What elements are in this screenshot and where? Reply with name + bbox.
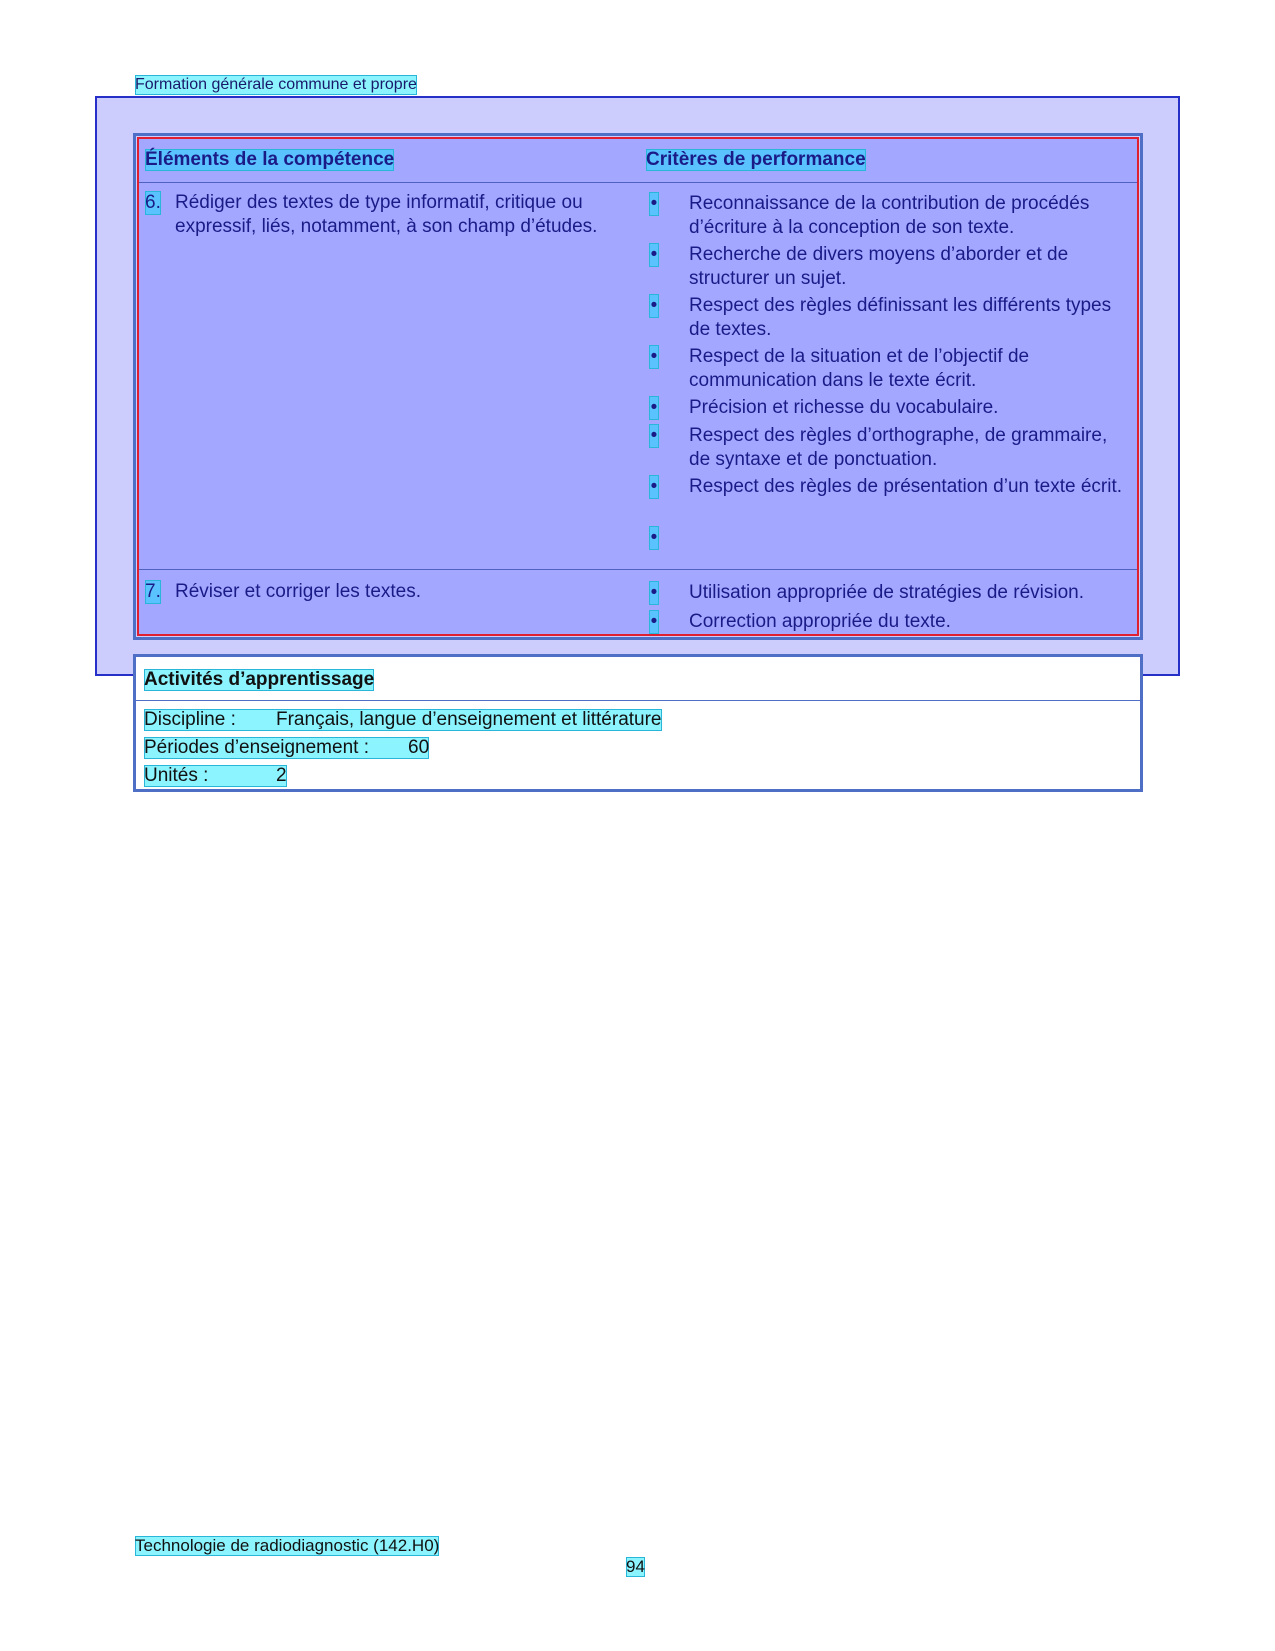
column-header-elements: Éléments de la compétence — [145, 149, 395, 170]
criterion-text: Utilisation appropriée de stratégies de révision. — [689, 582, 1084, 603]
bullet-icon: • — [650, 397, 658, 418]
criterion-text: Correction appropriée du texte. — [689, 611, 951, 632]
row-divider — [139, 569, 1137, 570]
bullet-icon: • — [650, 582, 658, 603]
criterion-text: Respect des règles d’orthographe, de grammaire, de syntaxe et de ponctuation. — [689, 425, 1108, 470]
bullet-icon: • — [650, 346, 658, 367]
criterion-text: Précision et richesse du vocabulaire. — [689, 397, 999, 418]
bullet-icon: • — [650, 527, 658, 548]
bullet-icon: • — [650, 244, 658, 265]
criterion-item — [649, 475, 1129, 499]
column-header-criteria: Critères de performance — [646, 149, 866, 170]
criterion-item — [649, 345, 1129, 393]
bullet-icon: • — [650, 611, 658, 632]
element-row-6 — [145, 191, 625, 239]
criterion-item — [649, 396, 1129, 420]
running-header: Formation générale commune et propre — [135, 76, 417, 93]
activities-box — [133, 654, 1143, 792]
discipline-label: Discipline : — [144, 709, 236, 730]
discipline-line — [144, 709, 662, 731]
criterion-text: Reconnaissance de la contribution de procédés d’écriture à la conception de son texte. — [689, 193, 1090, 238]
periods-label: Périodes d’enseignement : — [144, 737, 369, 758]
criterion-text: Respect des règles de présentation d’un texte écrit. — [689, 476, 1123, 497]
footer-program: Technologie de radiodiagnostic (142.H0) — [135, 1536, 440, 1555]
criterion-item — [649, 610, 1129, 634]
element-text: Rédiger des textes de type informatif, critique ou expressif, liés, notamment, à son champ d’études. — [175, 192, 598, 237]
activities-title: Activités d’apprentissage — [144, 669, 375, 690]
bullet-icon: • — [650, 295, 658, 316]
discipline-value: Français, langue d’enseignement et littérature — [276, 709, 662, 730]
criterion-text: Respect de la situation et de l’objectif de communication dans le texte écrit. — [689, 346, 1030, 391]
criterion-item — [649, 192, 1129, 240]
criterion-item — [649, 424, 1129, 472]
criterion-text: Recherche de divers moyens d’aborder et de structurer un sujet. — [689, 244, 1069, 289]
units-value: 2 — [276, 765, 287, 786]
criterion-item — [649, 581, 1129, 605]
element-row-7 — [145, 580, 625, 604]
bullet-icon: • — [650, 425, 658, 446]
activities-divider — [136, 700, 1140, 701]
periods-line — [144, 737, 429, 759]
element-text: Réviser et corriger les textes. — [175, 581, 422, 602]
element-number: 6. — [145, 192, 161, 213]
periods-value: 60 — [408, 737, 430, 758]
criterion-item — [649, 294, 1129, 342]
element-number: 7. — [145, 581, 161, 602]
competence-table — [137, 137, 1139, 636]
bullet-icon: • — [650, 193, 658, 214]
competence-table-header — [139, 139, 1137, 183]
criterion-text: Respect des règles définissant les différents types de textes. — [689, 295, 1112, 340]
page-number: 94 — [626, 1557, 645, 1576]
units-label: Unités : — [144, 765, 209, 786]
bullet-icon: • — [650, 476, 658, 497]
criterion-item — [649, 243, 1129, 291]
units-line — [144, 765, 287, 787]
